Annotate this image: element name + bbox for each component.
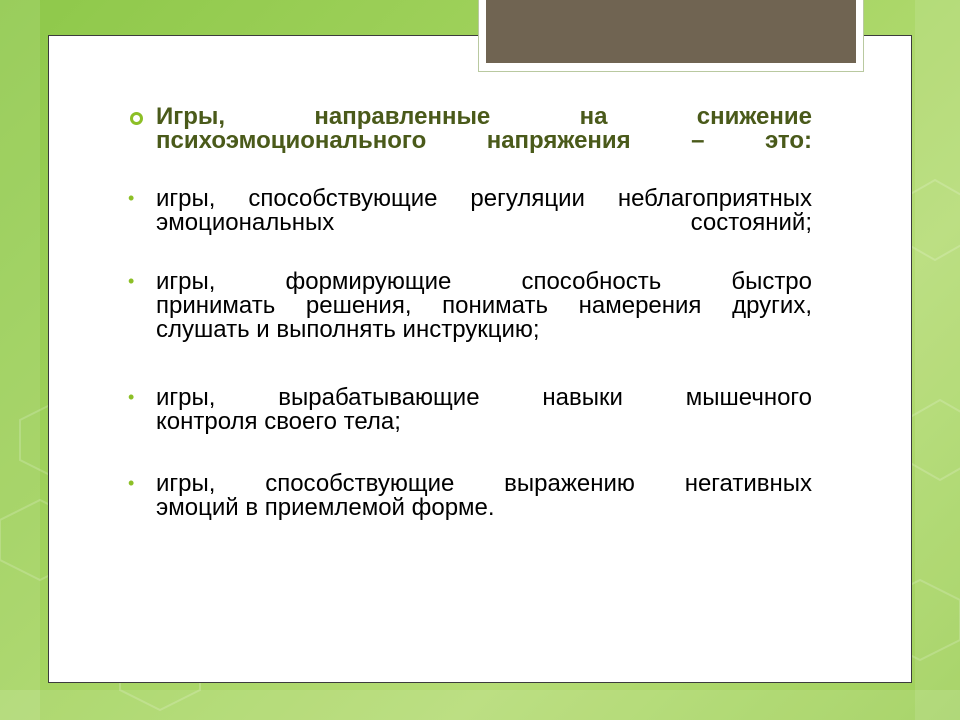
heading-line-1: Игры, направленные на снижение — [156, 103, 812, 130]
list-item-line: эмоций в приемлемой форме. — [156, 494, 495, 521]
list-item: • игры, формирующие способность быстро принимать решения, понимать намерения других, слушать и выполнять инструкцию; — [128, 268, 812, 343]
list-item-line: принимать решения, понимать намерения других, — [156, 292, 812, 319]
list-item-line: слушать и выполнять инструкцию; — [156, 316, 540, 343]
list-item-line: игры, вырабатывающие навыки мышечного — [156, 384, 812, 411]
heading-line-2: психоэмоционального напряжения – это: — [156, 127, 812, 154]
heading-item — [128, 105, 812, 153]
list-item: • игры, способствующие выражению негативных эмоций в приемлемой форме. — [128, 470, 812, 521]
slide-body — [128, 105, 812, 520]
list-item-line: игры, способствующие регуляции неблагоприятных — [156, 185, 812, 212]
list-item: • игры, способствующие регуляции неблагоприятных эмоциональных состояний; — [128, 185, 812, 236]
list-item: • игры, вырабатывающие навыки мышечного контроля своего тела; — [128, 384, 812, 435]
list-item-line: игры, способствующие выражению негативных — [156, 470, 812, 497]
list-item-line: игры, формирующие способность быстро — [156, 268, 812, 295]
list-item-line: эмоциональных состояний; — [156, 209, 812, 236]
header-bar — [486, 0, 856, 63]
list-item-line: контроля своего тела; — [156, 408, 401, 435]
